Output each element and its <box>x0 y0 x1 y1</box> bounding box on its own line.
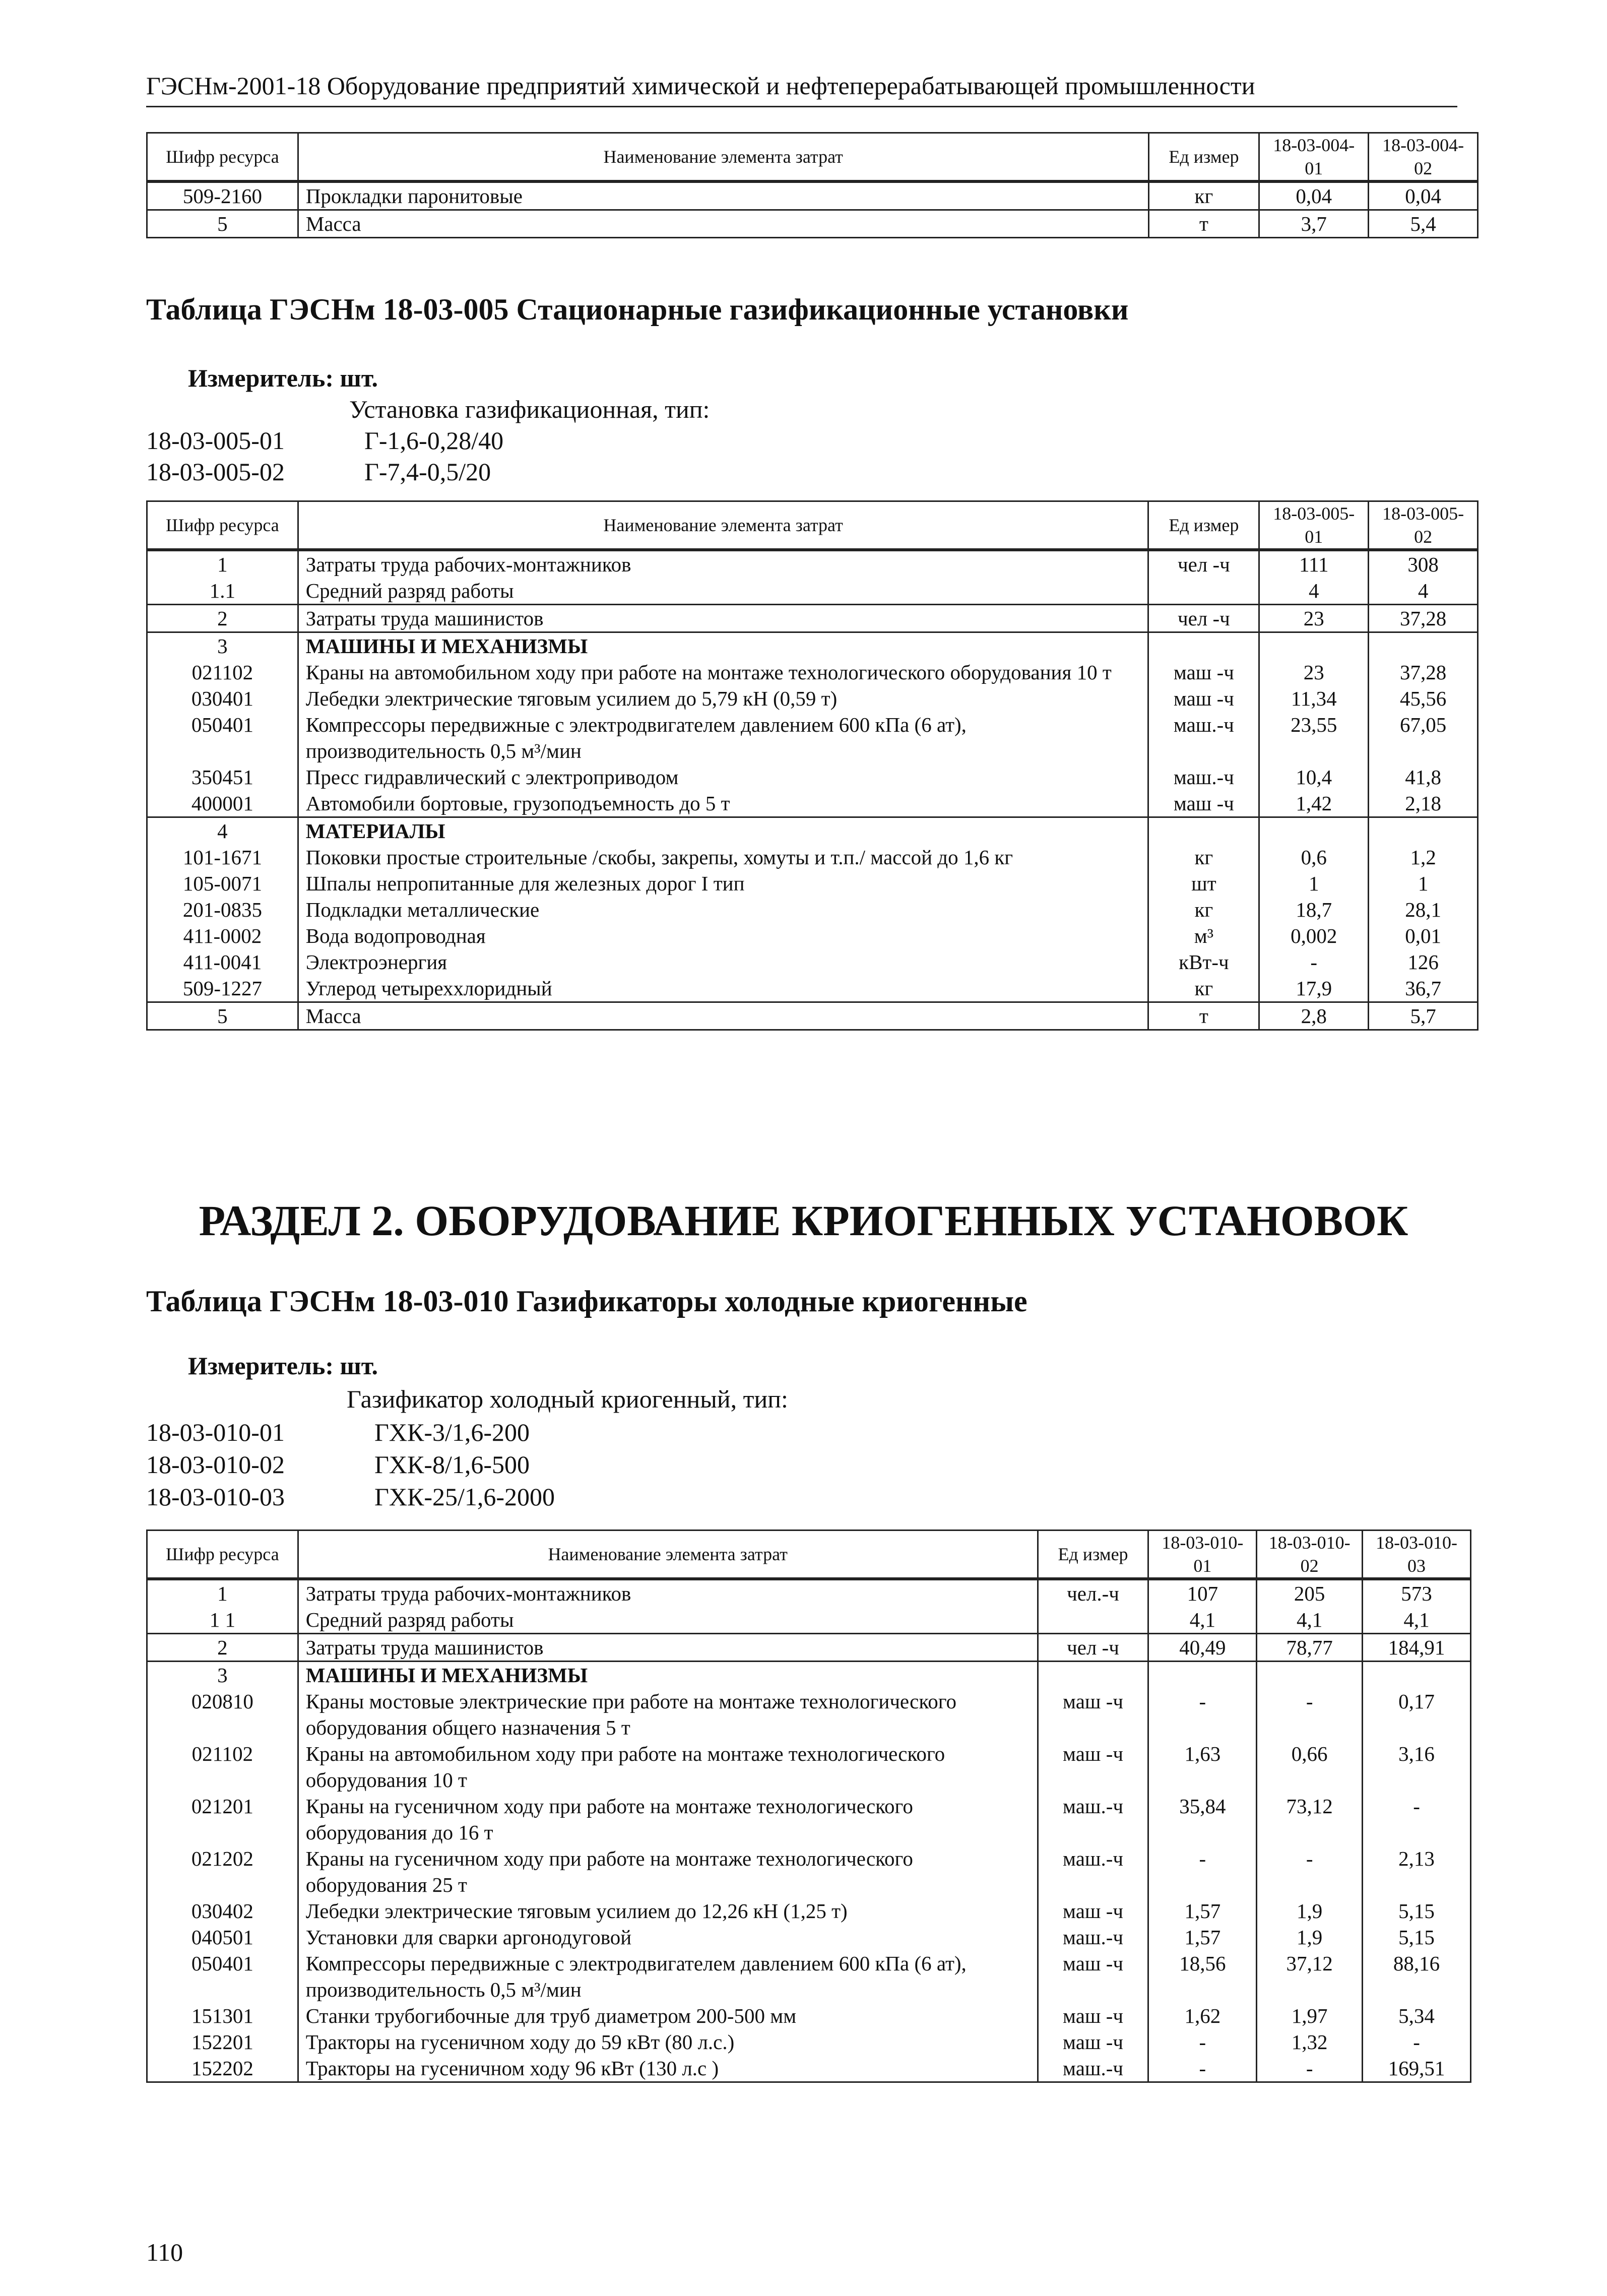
meter-line-18-03-005 <box>188 362 378 394</box>
resource-code: 411-0002 <box>147 923 298 949</box>
resource-name: Краны мостовые электрические при работе на монтаже технологического оборудования общего назначения 5 т <box>298 1688 1038 1741</box>
value-cell: 5,15 <box>1363 1898 1471 1924</box>
resource-code: 030402 <box>147 1898 298 1924</box>
table-row <box>147 817 1478 845</box>
value-cell: - <box>1148 1845 1257 1898</box>
value-cell <box>1369 817 1478 845</box>
value-cell: 1 <box>1259 870 1369 897</box>
variant-code: 18-03-010-01 <box>146 1418 285 1446</box>
unit-cell: т <box>1148 1002 1259 1030</box>
table-row <box>147 1741 1471 1793</box>
value-cell: 35,84 <box>1148 1793 1257 1845</box>
value-cell: - <box>1363 1793 1471 1845</box>
resource-code: 021102 <box>147 659 298 685</box>
value-cell: 1,57 <box>1148 1924 1257 1950</box>
value-cell: 1,42 <box>1259 790 1369 817</box>
table-18-03-005 <box>146 500 1479 1031</box>
resource-name: Краны на автомобильном ходу при работе на монтаже технологического оборудования 10 т <box>298 1741 1038 1793</box>
resource-code: 152202 <box>147 2055 298 2082</box>
resource-code: 509-1227 <box>147 975 298 1002</box>
value-cell: 0,66 <box>1257 1741 1363 1793</box>
table-row <box>147 605 1478 632</box>
value-cell: 28,1 <box>1369 897 1478 923</box>
unit-cell: маш -ч <box>1038 1898 1148 1924</box>
unit-cell: кг <box>1148 897 1259 923</box>
unit-cell: маш -ч <box>1038 2029 1148 2055</box>
resource-name: Краны на гусеничном ходу при работе на монтаже технологического оборудования до 16 т <box>298 1793 1038 1845</box>
resource-name: Затраты труда рабочих-монтажников <box>298 550 1148 578</box>
value-cell: 205 <box>1257 1579 1363 1607</box>
value-cell: 37,12 <box>1257 1950 1363 2003</box>
value-cell: 23 <box>1259 605 1369 632</box>
resource-code: 201-0835 <box>147 897 298 923</box>
value-cell: 2,8 <box>1259 1002 1369 1030</box>
unit-cell: кг <box>1148 844 1259 870</box>
resource-code: 152201 <box>147 2029 298 2055</box>
resource-name: Затраты труда рабочих-монтажников <box>298 1579 1038 1607</box>
column-header-variant-1: 18-03-005-01 <box>1259 501 1369 550</box>
resource-name: Тракторы на гусеничном ходу 96 кВт (130 л.с ) <box>298 2055 1038 2082</box>
value-cell: 1,9 <box>1257 1924 1363 1950</box>
table-18-03-010 <box>146 1529 1471 2083</box>
unit-cell: чел -ч <box>1038 1634 1148 1662</box>
value-cell: 3,16 <box>1363 1741 1471 1793</box>
resource-name: Средний разряд работы <box>298 1607 1038 1634</box>
unit-cell: маш.-ч <box>1038 1793 1148 1845</box>
value-cell: 2,18 <box>1369 790 1478 817</box>
table-row <box>147 923 1478 949</box>
table-row <box>147 2003 1471 2029</box>
variant-type: Г-7,4-0,5/20 <box>364 458 491 486</box>
resource-name: Краны на гусеничном ходу при работе на монтаже технологического оборудования 25 т <box>298 1845 1038 1898</box>
table-row <box>147 764 1478 790</box>
resource-name: Углерод четыреххлоридный <box>298 975 1148 1002</box>
column-header-variant-2: 18-03-004-02 <box>1369 133 1478 182</box>
table-row <box>147 949 1478 975</box>
table-row <box>147 1634 1471 1662</box>
value-cell: 0,01 <box>1369 923 1478 949</box>
value-cell: - <box>1148 2055 1257 2082</box>
meter-line-18-03-010 <box>188 1350 378 1382</box>
resource-name: Пресс гидравлический с электроприводом <box>298 764 1148 790</box>
column-header-variant-2: 18-03-005-02 <box>1369 501 1478 550</box>
variant-type: ГХК-8/1,6-500 <box>374 1450 530 1479</box>
unit-cell <box>1148 817 1259 845</box>
resource-code: 4 <box>147 817 298 845</box>
resource-code: 021202 <box>147 1845 298 1898</box>
unit-cell: маш.-ч <box>1148 764 1259 790</box>
resource-code: 021201 <box>147 1793 298 1845</box>
resource-name: МАШИНЫ И МЕХАНИЗМЫ <box>298 1662 1038 1689</box>
resource-code: 1 <box>147 1579 298 1607</box>
resource-name: Лебедки электрические тяговым усилием до 12,26 кН (1,25 т) <box>298 1898 1038 1924</box>
value-cell: 1,2 <box>1369 844 1478 870</box>
value-cell: 88,16 <box>1363 1950 1471 2003</box>
resource-name: Поковки простые строительные /скобы, закрепы, хомуты и т.п./ массой до 1,6 кг <box>298 844 1148 870</box>
unit-cell: маш -ч <box>1038 1950 1148 2003</box>
resource-name: Затраты труда машинистов <box>298 1634 1038 1662</box>
value-cell: 18,56 <box>1148 1950 1257 2003</box>
variant-code: 18-03-010-02 <box>146 1450 285 1479</box>
value-cell <box>1259 632 1369 660</box>
column-header-variant-2: 18-03-010-02 <box>1257 1530 1363 1579</box>
variant-type: ГХК-3/1,6-200 <box>374 1418 530 1446</box>
meter-value: шт. <box>340 364 378 392</box>
table-row <box>147 1950 1471 2003</box>
table-title-18-03-005: Таблица ГЭСНм 18-03-005 Стационарные газификационные установки <box>146 293 1129 326</box>
resource-name: Станки трубогибочные для труб диаметром 200-500 мм <box>298 2003 1038 2029</box>
resource-code: 1 <box>147 550 298 578</box>
unit-cell: маш -ч <box>1038 2003 1148 2029</box>
value-cell: 5,34 <box>1363 2003 1471 2029</box>
value-cell: 1,32 <box>1257 2029 1363 2055</box>
value-cell: 107 <box>1148 1579 1257 1607</box>
resource-name: Подкладки металлические <box>298 897 1148 923</box>
resource-code: 3 <box>147 632 298 660</box>
value-cell: 0,6 <box>1259 844 1369 870</box>
unit-cell: т <box>1148 210 1259 238</box>
unit-cell: маш -ч <box>1148 790 1259 817</box>
column-header-unit: Ед измер <box>1148 133 1259 182</box>
table-18-03-004 <box>146 132 1479 238</box>
value-cell: 0,04 <box>1369 181 1478 210</box>
value-cell: - <box>1148 1688 1257 1741</box>
value-cell: 10,4 <box>1259 764 1369 790</box>
value-cell: 1,63 <box>1148 1741 1257 1793</box>
value-cell: 5,15 <box>1363 1924 1471 1950</box>
value-cell: - <box>1363 2029 1471 2055</box>
value-cell: 1 <box>1369 870 1478 897</box>
value-cell: 573 <box>1363 1579 1471 1607</box>
unit-cell <box>1038 1607 1148 1634</box>
resource-name: Прокладки паронитовые <box>298 181 1148 210</box>
column-header-code: Шифр ресурса <box>147 1530 298 1579</box>
resource-name: МАШИНЫ И МЕХАНИЗМЫ <box>298 632 1148 660</box>
table-row <box>147 1845 1471 1898</box>
resource-code: 411-0041 <box>147 949 298 975</box>
resource-code: 5 <box>147 1002 298 1030</box>
unit-cell: маш -ч <box>1038 1741 1148 1793</box>
resource-name: Краны на автомобильном ходу при работе на монтаже технологического оборудования 10 т <box>298 659 1148 685</box>
column-header-variant-1: 18-03-004-01 <box>1259 133 1369 182</box>
unit-cell <box>1038 1662 1148 1689</box>
value-cell: 5,7 <box>1369 1002 1478 1030</box>
variant-type: ГХК-25/1,6-2000 <box>374 1483 555 1511</box>
unit-cell: чел -ч <box>1148 605 1259 632</box>
page-header: ГЭСНм-2001-18 Оборудование предприятий химической и нефтеперерабатывающей промышленности <box>146 71 1457 107</box>
value-cell: 4 <box>1369 578 1478 605</box>
resource-code: 5 <box>147 210 298 238</box>
table-row <box>147 1607 1471 1634</box>
resource-code: 2 <box>147 1634 298 1662</box>
value-cell: 37,28 <box>1369 605 1478 632</box>
resource-code: 151301 <box>147 2003 298 2029</box>
resource-name: Затраты труда машинистов <box>298 605 1148 632</box>
resource-code: 3 <box>147 1662 298 1689</box>
resource-code: 400001 <box>147 790 298 817</box>
table-row <box>147 659 1478 685</box>
value-cell: 169,51 <box>1363 2055 1471 2082</box>
meter-label: Измеритель: <box>188 1352 334 1380</box>
value-cell: - <box>1259 949 1369 975</box>
unit-cell: кг <box>1148 975 1259 1002</box>
resource-code: 020810 <box>147 1688 298 1741</box>
value-cell <box>1259 817 1369 845</box>
resource-code: 509-2160 <box>147 181 298 210</box>
resource-name: МАТЕРИАЛЫ <box>298 817 1148 845</box>
unit-cell: кг <box>1148 181 1259 210</box>
table-row <box>147 844 1478 870</box>
resource-name: Автомобили бортовые, грузоподъемность до 5 т <box>298 790 1148 817</box>
value-cell: 184,91 <box>1363 1634 1471 1662</box>
value-cell: 1,9 <box>1257 1898 1363 1924</box>
value-cell: 18,7 <box>1259 897 1369 923</box>
table-row <box>147 550 1478 578</box>
value-cell <box>1257 1662 1363 1689</box>
column-header-unit: Ед измер <box>1038 1530 1148 1579</box>
unit-cell: маш -ч <box>1148 659 1259 685</box>
variant-code: 18-03-010-03 <box>146 1483 285 1511</box>
resource-name: Шпалы непропитанные для железных дорог I тип <box>298 870 1148 897</box>
table-row <box>147 210 1478 238</box>
value-cell <box>1363 1662 1471 1689</box>
table-row <box>147 1898 1471 1924</box>
type-caption: Установка газификационная, тип: <box>349 395 710 423</box>
resource-code: 021102 <box>147 1741 298 1793</box>
value-cell: 5,4 <box>1369 210 1478 238</box>
table-title-18-03-010: Таблица ГЭСНм 18-03-010 Газификаторы холодные криогенные <box>146 1285 1027 1318</box>
value-cell <box>1369 632 1478 660</box>
value-cell: - <box>1257 1688 1363 1741</box>
table-row <box>147 790 1478 817</box>
table-row <box>147 578 1478 605</box>
resource-name: Установки для сварки аргонодуговой <box>298 1924 1038 1950</box>
meter-label: Измеритель: <box>188 364 334 392</box>
value-cell: 0,04 <box>1259 181 1369 210</box>
unit-cell: чел.-ч <box>1038 1579 1148 1607</box>
unit-cell: маш -ч <box>1148 685 1259 712</box>
resource-code: 040501 <box>147 1924 298 1950</box>
unit-cell: чел -ч <box>1148 550 1259 578</box>
value-cell: 4,1 <box>1257 1607 1363 1634</box>
value-cell <box>1148 1662 1257 1689</box>
unit-cell: маш -ч <box>1038 1688 1148 1741</box>
value-cell: 11,34 <box>1259 685 1369 712</box>
resource-code: 1.1 <box>147 578 298 605</box>
unit-cell: м³ <box>1148 923 1259 949</box>
unit-cell <box>1148 632 1259 660</box>
unit-cell: маш.-ч <box>1038 1924 1148 1950</box>
unit-cell <box>1148 578 1259 605</box>
resource-code: 101-1671 <box>147 844 298 870</box>
value-cell: 2,13 <box>1363 1845 1471 1898</box>
value-cell: 4,1 <box>1148 1607 1257 1634</box>
value-cell: 4,1 <box>1363 1607 1471 1634</box>
column-header-unit: Ед измер <box>1148 501 1259 550</box>
table-row <box>147 1924 1471 1950</box>
variant-type: Г-1,6-0,28/40 <box>364 426 504 455</box>
column-header-code: Шифр ресурса <box>147 501 298 550</box>
table-row <box>147 1002 1478 1030</box>
table-row <box>147 2029 1471 2055</box>
unit-cell: маш.-ч <box>1148 712 1259 764</box>
page-number: 110 <box>146 2238 183 2266</box>
resource-code: 2 <box>147 605 298 632</box>
table-row <box>147 1579 1471 1607</box>
table-row <box>147 870 1478 897</box>
value-cell: - <box>1257 1845 1363 1898</box>
value-cell: 1,57 <box>1148 1898 1257 1924</box>
table-row <box>147 897 1478 923</box>
value-cell: 3,7 <box>1259 210 1369 238</box>
value-cell: 1,97 <box>1257 2003 1363 2029</box>
resource-name: Масса <box>298 210 1148 238</box>
value-cell: 111 <box>1259 550 1369 578</box>
value-cell: - <box>1257 2055 1363 2082</box>
table-row <box>147 685 1478 712</box>
resource-name: Лебедки электрические тяговым усилием до 5,79 кН (0,59 т) <box>298 685 1148 712</box>
value-cell: 36,7 <box>1369 975 1478 1002</box>
value-cell: - <box>1148 2029 1257 2055</box>
resource-name: Тракторы на гусеничном ходу до 59 кВт (80 л.с.) <box>298 2029 1038 2055</box>
value-cell: 41,8 <box>1369 764 1478 790</box>
column-header-variant-3: 18-03-010-03 <box>1363 1530 1471 1579</box>
value-cell: 0,17 <box>1363 1688 1471 1741</box>
table-row <box>147 2055 1471 2082</box>
table-row <box>147 975 1478 1002</box>
value-cell: 45,56 <box>1369 685 1478 712</box>
value-cell: 37,28 <box>1369 659 1478 685</box>
value-cell: 67,05 <box>1369 712 1478 764</box>
variant-code: 18-03-005-01 <box>146 426 285 455</box>
resource-name: Масса <box>298 1002 1148 1030</box>
table-row <box>147 712 1478 764</box>
column-header-code: Шифр ресурса <box>147 133 298 182</box>
value-cell: 78,77 <box>1257 1634 1363 1662</box>
value-cell: 23,55 <box>1259 712 1369 764</box>
section-title: РАЗДЕЛ 2. ОБОРУДОВАНИЕ КРИОГЕННЫХ УСТАНОВОК <box>199 1196 1408 1245</box>
table-row <box>147 1688 1471 1741</box>
table-row <box>147 181 1478 210</box>
value-cell: 308 <box>1369 550 1478 578</box>
column-header-name: Наименование элемента затрат <box>298 133 1148 182</box>
resource-code: 050401 <box>147 712 298 764</box>
unit-cell: маш.-ч <box>1038 2055 1148 2082</box>
resource-name: Электроэнергия <box>298 949 1148 975</box>
table-row <box>147 632 1478 660</box>
meter-value: шт. <box>340 1352 378 1380</box>
table-row <box>147 1662 1471 1689</box>
resource-name: Компрессоры передвижные с электродвигателем давлением 600 кПа (6 ат), производительность 0,5 м³/мин <box>298 1950 1038 2003</box>
variant-code: 18-03-005-02 <box>146 458 285 486</box>
resource-code: 105-0071 <box>147 870 298 897</box>
resource-code: 030401 <box>147 685 298 712</box>
type-caption: Газификатор холодный криогенный, тип: <box>347 1385 788 1413</box>
value-cell: 73,12 <box>1257 1793 1363 1845</box>
value-cell: 1,62 <box>1148 2003 1257 2029</box>
value-cell: 23 <box>1259 659 1369 685</box>
resource-name: Компрессоры передвижные с электродвигателем давлением 600 кПа (6 ат), производительность 0,5 м³/мин <box>298 712 1148 764</box>
resource-code: 1 1 <box>147 1607 298 1634</box>
resource-name: Вода водопроводная <box>298 923 1148 949</box>
column-header-name: Наименование элемента затрат <box>298 501 1148 550</box>
resource-code: 350451 <box>147 764 298 790</box>
value-cell: 17,9 <box>1259 975 1369 1002</box>
value-cell: 0,002 <box>1259 923 1369 949</box>
value-cell: 40,49 <box>1148 1634 1257 1662</box>
column-header-name: Наименование элемента затрат <box>298 1530 1038 1579</box>
resource-name: Средний разряд работы <box>298 578 1148 605</box>
resource-code: 050401 <box>147 1950 298 2003</box>
unit-cell: маш.-ч <box>1038 1845 1148 1898</box>
value-cell: 4 <box>1259 578 1369 605</box>
table-row <box>147 1793 1471 1845</box>
unit-cell: кВт-ч <box>1148 949 1259 975</box>
unit-cell: шт <box>1148 870 1259 897</box>
value-cell: 126 <box>1369 949 1478 975</box>
column-header-variant-1: 18-03-010-01 <box>1148 1530 1257 1579</box>
